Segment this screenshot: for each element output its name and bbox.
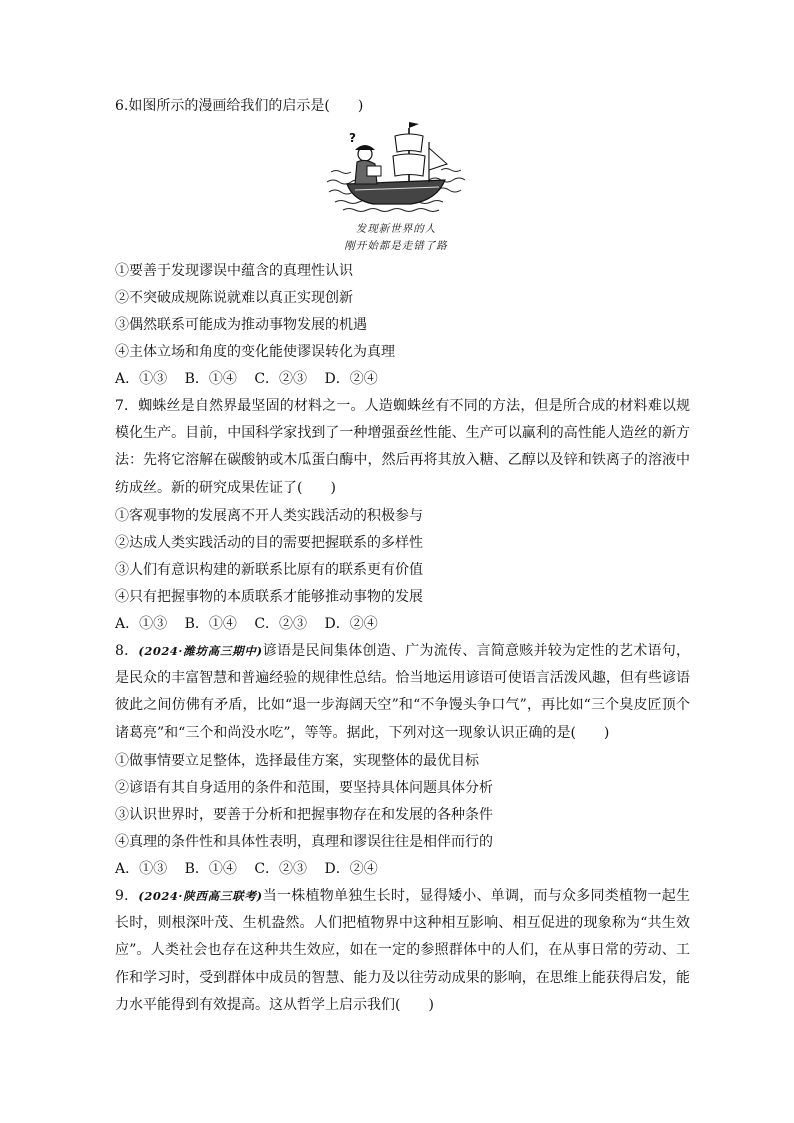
cartoon-caption-line2: 刚开始都是走错了路: [344, 240, 448, 252]
q6-choice-d[interactable]: D．②④: [324, 371, 378, 387]
ship-cartoon-image: [325, 120, 467, 220]
q6-stem: 6.如图所示的漫画给我们的启示是( ): [115, 98, 364, 114]
q9-stem: 当一株植物单独生长时，显得矮小、单调，而与众多同类植物一起生长时，则根深叶茂、生机盎然。人们把植物界中这种相互影响、相互促进的现象称为“共生效应”。人类社会也存在这种共生效应，如在一定的参照群体中的人们，在从事日常的劳动、工作和学习时，受到群体中成员的智慧、能力及以往劳动成果的影响，在思维上能获得启发，能力水平能得到有效提高。这从哲学上启示我们( ): [115, 888, 690, 1013]
q8-choice-b[interactable]: B．①④: [184, 861, 237, 877]
q7-choice-a[interactable]: A．①③: [115, 616, 168, 632]
q9-number: 9．: [115, 888, 139, 904]
q8-choice-a[interactable]: A．①③: [115, 861, 168, 877]
q6-choice-c[interactable]: C．②③: [254, 371, 308, 387]
q8-stem-block: [115, 638, 690, 747]
q6-option-1: ①要善于发现谬误中蕴含的真理性认识: [115, 263, 353, 279]
q8-option-3: ③认识世界时，要善于分析和把握事物存在和发展的各种条件: [115, 807, 493, 823]
q8-choices: [115, 856, 391, 883]
q7-choice-c[interactable]: C．②③: [254, 616, 308, 632]
q6-choices: [115, 366, 391, 393]
q7-choice-b[interactable]: B．①④: [184, 616, 237, 632]
q7-choices: [115, 611, 391, 638]
q8-stem: 谚语是民间集体创造、广为流传、言简意赅并较为定性的艺术语句，是民众的丰富智慧和普遍经验的规律性总结。恰当地运用谚语可使语言活泼风趣，但有些谚语彼此之间仿佛有矛盾，比如“退一步海阔天空”和“不争馒头争口气”，再比如“三个臭皮匠顶个诸葛亮”和“三个和尚没水吃”，等等。据此，下列对这一现象认识正确的是( ): [115, 643, 690, 741]
q7-option-4: ④只有把握事物的本质联系才能够推动事物的发展: [115, 589, 423, 605]
q8-option-1: ①做事情要立足整体，选择最佳方案，实现整体的最优目标: [115, 753, 479, 769]
q6-option-3: ③偶然联系可能成为推动事物发展的机遇: [115, 317, 367, 333]
q7-choice-d[interactable]: D．②④: [324, 616, 378, 632]
q8-option-2: ②谚语有其自身适用的条件和范围，要坚持具体问题具体分析: [115, 780, 493, 796]
q7-option-2: ②达成人类实践活动的目的需要把握联系的多样性: [115, 535, 423, 551]
q8-number: 8．: [115, 643, 139, 659]
q8-source: (2024·潍坊高三期中): [138, 644, 263, 658]
q7-option-3: ③人们有意识构建的新联系比原有的联系更有价值: [115, 562, 423, 578]
q8-choice-d[interactable]: D．②④: [324, 861, 378, 877]
q6-choice-a[interactable]: A．①③: [115, 371, 168, 387]
q9-stem-block: [115, 883, 690, 1019]
svg-text:?: ?: [349, 131, 356, 145]
q6-option-2: ②不突破成规陈说就难以真正实现创新: [115, 290, 353, 306]
q6-option-4: ④主体立场和角度的变化能使谬误转化为真理: [115, 344, 395, 360]
cartoon-caption-line1: 发现新世界的人: [355, 223, 437, 235]
q7-stem: 7．蜘蛛丝是自然界最坚固的材料之一。人造蜘蛛丝有不同的方法，但是所合成的材料难以规模化生产。目前，中国科学家找到了一种增强蚕丝性能、生产可以赢利的高性能人造丝的新方法：先将它溶解在碳酸钠或木瓜蛋白酶中，然后再将其放入糖、乙醇以及锌和铁离子的溶液中纺成丝。新的研究成果佐证了( ): [115, 398, 690, 496]
q6-choice-b[interactable]: B．①④: [184, 371, 237, 387]
q7-option-1: ①客观事物的发展离不开人类实践活动的积极参与: [115, 508, 423, 524]
q9-source: (2024·陕西高三联考): [138, 889, 263, 903]
q8-option-4: ④真理的条件性和具体性表明，真理和谬误往往是相伴而行的: [115, 834, 493, 850]
q8-choice-c[interactable]: C．②③: [254, 861, 308, 877]
